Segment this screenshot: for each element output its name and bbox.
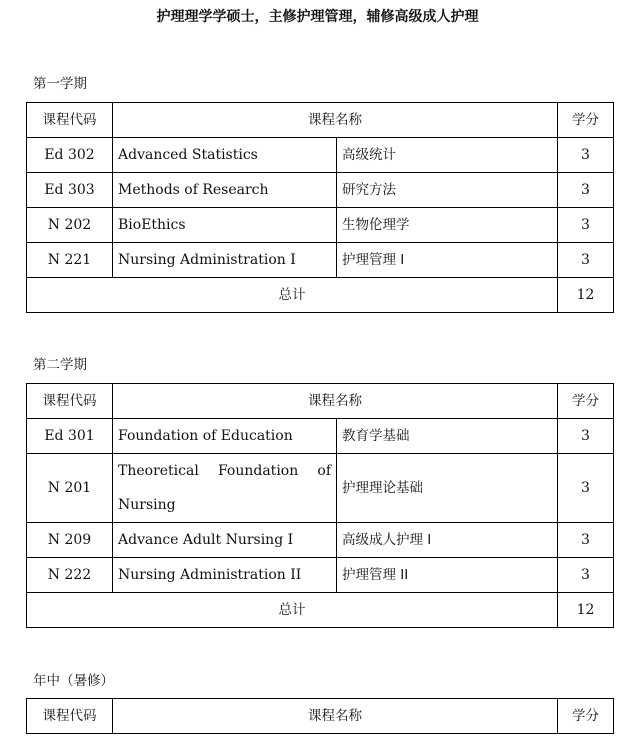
semester1-heading: 第一学期 <box>33 76 87 92</box>
table-row <box>27 558 614 593</box>
course-code: N 201 <box>27 454 113 523</box>
course-name-en: Methods of Research <box>113 173 337 208</box>
name-header: 课程名称 <box>113 699 558 734</box>
table-row <box>27 454 614 523</box>
course-credits: 3 <box>558 138 614 173</box>
course-name-zh: 高级成人护理 I <box>337 523 558 558</box>
total-credits: 12 <box>558 278 614 313</box>
table-header-row <box>27 103 614 138</box>
course-name-en: Nursing Administration I <box>113 243 337 278</box>
course-credits: 3 <box>558 454 614 523</box>
summer-table <box>26 698 614 734</box>
course-credits: 3 <box>558 243 614 278</box>
course-code: Ed 301 <box>27 419 113 454</box>
total-row <box>27 278 614 313</box>
table-row <box>27 173 614 208</box>
semester2-heading: 第二学期 <box>33 357 87 373</box>
name-header: 课程名称 <box>113 103 558 138</box>
table-header-row <box>27 699 614 734</box>
total-label: 总计 <box>27 278 558 313</box>
course-name-zh: 护理管理 I <box>337 243 558 278</box>
course-name-zh: 教育学基础 <box>337 419 558 454</box>
course-name-zh: 生物伦理学 <box>337 208 558 243</box>
course-credits: 3 <box>558 523 614 558</box>
course-name-en-line1: Theoretical Foundation of <box>118 462 331 479</box>
credit-header: 学分 <box>558 384 614 419</box>
table-row <box>27 208 614 243</box>
table-header-row <box>27 384 614 419</box>
credit-header: 学分 <box>558 699 614 734</box>
table-row <box>27 243 614 278</box>
table-row <box>27 523 614 558</box>
course-name-zh: 护理理论基础 <box>337 454 558 523</box>
course-credits: 3 <box>558 208 614 243</box>
course-credits: 3 <box>558 419 614 454</box>
course-name-en: Foundation of Education <box>113 419 337 454</box>
course-code: N 202 <box>27 208 113 243</box>
code-header: 课程代码 <box>27 103 113 138</box>
course-name-en <box>113 454 337 523</box>
course-code: N 221 <box>27 243 113 278</box>
document-title: 护理理学学硕士，主修护理管理，辅修高级成人护理 <box>156 9 479 25</box>
credit-header: 学分 <box>558 103 614 138</box>
table-row <box>27 138 614 173</box>
course-name-en: Advanced Statistics <box>113 138 337 173</box>
course-name-zh: 护理管理 II <box>337 558 558 593</box>
semester1-table <box>26 102 614 313</box>
course-name-zh: 高级统计 <box>337 138 558 173</box>
course-name-en: BioEthics <box>113 208 337 243</box>
summer-heading: 年中（暑修） <box>33 673 114 689</box>
course-name-en-line2: Nursing <box>118 496 176 513</box>
name-header: 课程名称 <box>113 384 558 419</box>
code-header: 课程代码 <box>27 699 113 734</box>
course-code: Ed 302 <box>27 138 113 173</box>
course-credits: 3 <box>558 173 614 208</box>
course-name-en: Nursing Administration II <box>113 558 337 593</box>
total-row <box>27 593 614 628</box>
course-credits: 3 <box>558 558 614 593</box>
total-label: 总计 <box>27 593 558 628</box>
course-name-zh: 研究方法 <box>337 173 558 208</box>
semester2-table <box>26 383 614 628</box>
course-name-en: Advance Adult Nursing I <box>113 523 337 558</box>
course-code: Ed 303 <box>27 173 113 208</box>
table-row <box>27 419 614 454</box>
course-code: N 222 <box>27 558 113 593</box>
code-header: 课程代码 <box>27 384 113 419</box>
total-credits: 12 <box>558 593 614 628</box>
course-code: N 209 <box>27 523 113 558</box>
